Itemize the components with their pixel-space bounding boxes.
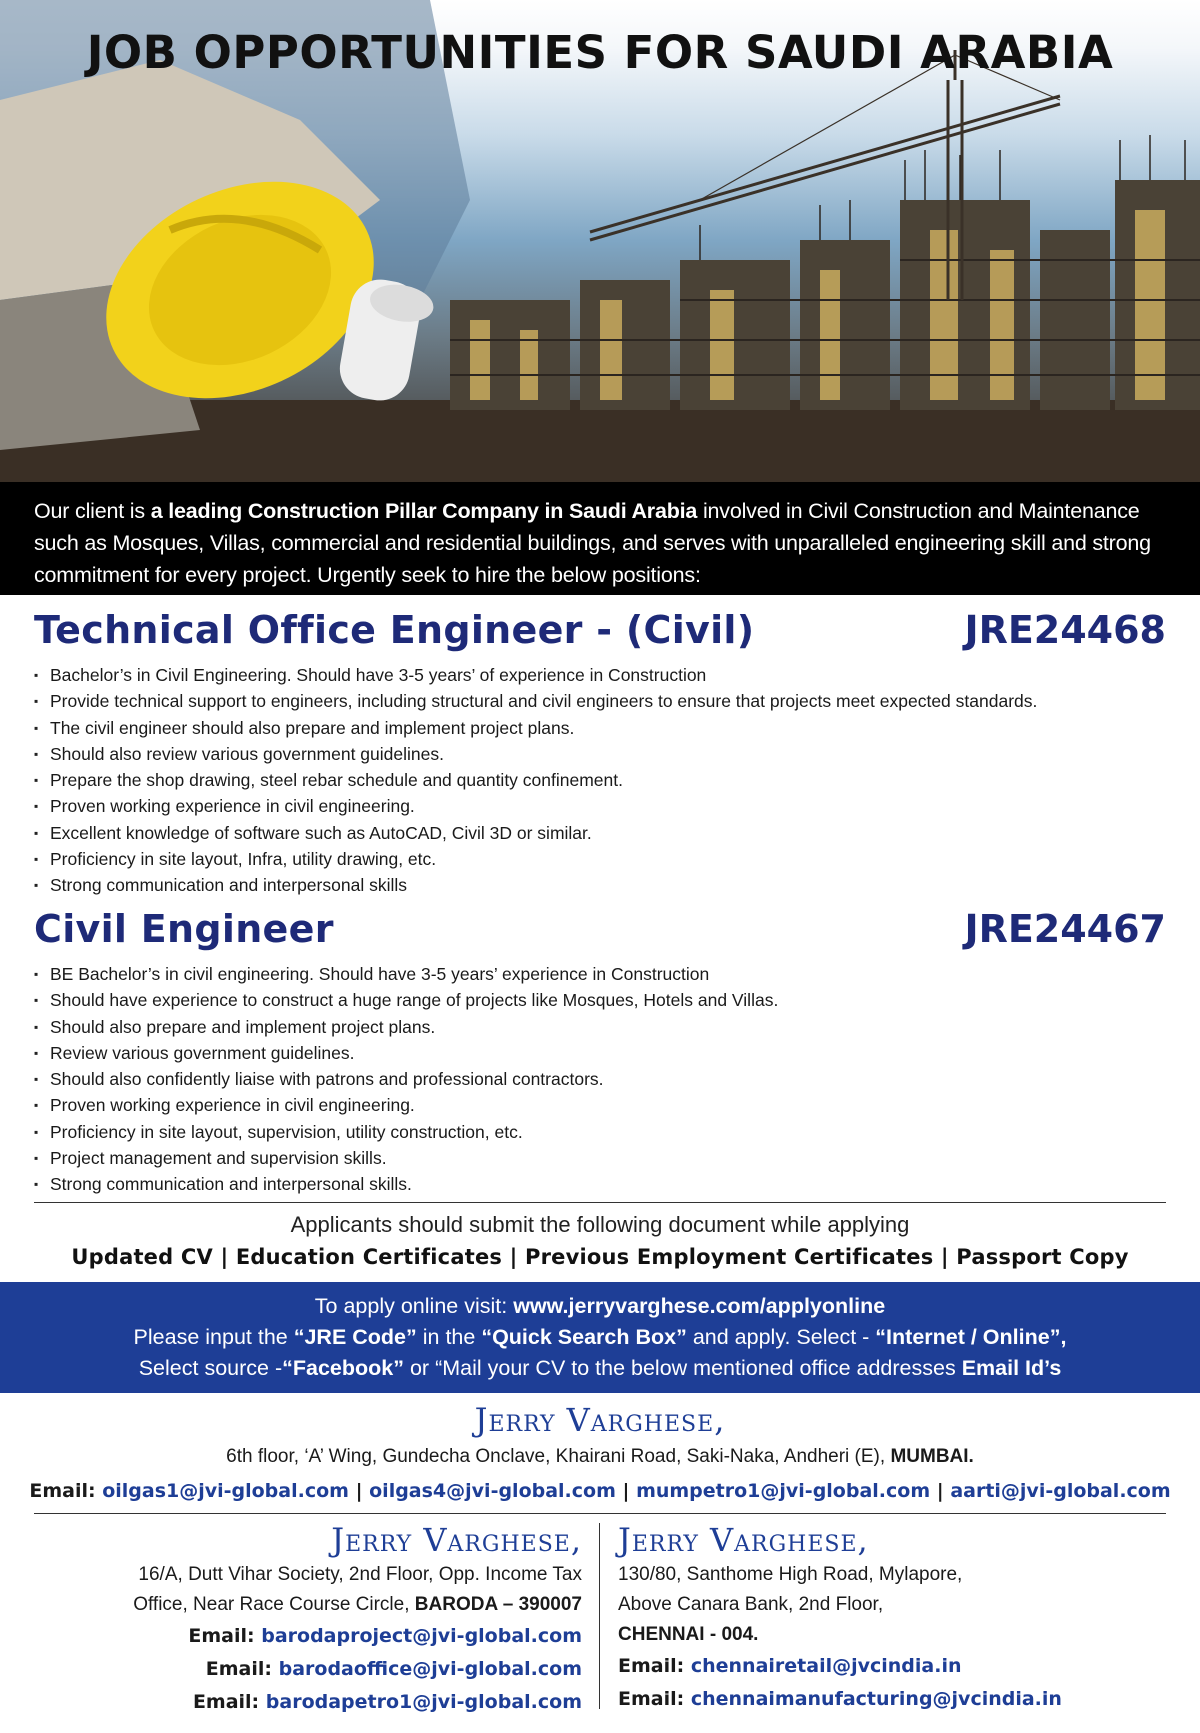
apply-text: and apply. Select - (686, 1325, 876, 1349)
job-section-technical-office (34, 608, 1166, 899)
intro-bold: a leading Construction Pillar Company in Saudi Arabia (150, 499, 698, 523)
apply-quick-search: “Quick Search Box” (481, 1325, 687, 1349)
office-address-line (34, 1590, 582, 1620)
email-label: Email: (192, 1691, 266, 1713)
list-item: ▪ Proficiency in site layout, Infra, utility drawing, etc. (34, 846, 1166, 872)
documents-list: Updated CV | Education Certificates | Previous Employment Certificates | Passport Copy (71, 1245, 1129, 1269)
email-label: Email: (188, 1625, 262, 1647)
office-chennai (618, 1520, 1166, 1716)
job-section-civil-engineer (34, 907, 1166, 1198)
office-address-line: Above Canara Bank, 2nd Floor, (618, 1594, 884, 1615)
list-item: ▪ Proven working experience in civil engineering. (34, 1092, 1166, 1118)
email-link[interactable]: chennairetail@jvcindia.in (690, 1655, 962, 1677)
list-item: ▪ Strong communication and interpersonal skills (34, 872, 1166, 898)
separator: | (930, 1480, 951, 1502)
office-address (0, 1440, 1200, 1474)
office-baroda (34, 1520, 582, 1719)
list-item: ▪ Bachelor’s in Civil Engineering. Should have 3-5 years’ of experience in Construction (34, 662, 1166, 688)
list-item: ▪ Should also prepare and implement project plans. (34, 1014, 1166, 1040)
divider (34, 1202, 1166, 1203)
intro-lead: Our client is (34, 499, 151, 523)
job-requirements-list (34, 961, 1166, 1198)
job-requirements-list (34, 662, 1166, 899)
email-line (618, 1683, 1166, 1716)
office-address-line: 16/A, Dutt Vihar Society, 2nd Floor, Opp. Income Tax (138, 1564, 582, 1585)
list-item: ▪ Should have experience to construct a huge range of projects like Mosques, Hotels and Villas. (34, 987, 1166, 1013)
apply-instructions-band (0, 1282, 1200, 1393)
apply-url-link[interactable]: www.jerryvarghese.com/applyonline (513, 1294, 886, 1318)
address-text: 6th floor, ‘A’ Wing, Gundecha Onclave, Khairani Road, Saki-Naka, Andheri (E), (226, 1446, 891, 1467)
list-item: ▪ Should also review various government guidelines. (34, 741, 1166, 767)
list-item: ▪ Excellent knowledge of software such as AutoCAD, Civil 3D or similar. (34, 820, 1166, 846)
documents-required (0, 1210, 1200, 1274)
job-code: JRE24468 (964, 608, 1166, 652)
email-link[interactable]: barodapetro1@jvi-global.com (265, 1691, 582, 1713)
page-title: JOB OPPORTUNITIES FOR SAUDI ARABIA (86, 26, 1114, 79)
apply-text: Please input the (133, 1325, 294, 1349)
apply-text: in the (416, 1325, 482, 1349)
email-link[interactable]: aarti@jvi-global.com (950, 1480, 1171, 1502)
address-city: BARODA – 390007 (414, 1594, 582, 1615)
list-item: ▪ BE Bachelor’s in civil engineering. Should have 3-5 years’ experience in Construction (34, 961, 1166, 987)
list-item: ▪ Review various government guidelines. (34, 1040, 1166, 1066)
intro-band (0, 482, 1200, 595)
email-link[interactable]: chennaimanufacturing@jvcindia.in (690, 1688, 1062, 1710)
email-line (34, 1620, 582, 1653)
company-brand: Jerry Varghese, (331, 1521, 582, 1559)
documents-intro: Applicants should submit the following document while applying (290, 1212, 910, 1237)
apply-text: or “Mail your CV to the below mentioned office addresses (404, 1356, 962, 1380)
email-line (34, 1653, 582, 1686)
office-address-city: CHENNAI - 004. (618, 1624, 759, 1645)
job-title: Civil Engineer (34, 907, 334, 951)
list-item: ▪ The civil engineer should also prepare and implement project plans. (34, 715, 1166, 741)
email-label: Email: (618, 1655, 691, 1677)
email-line (0, 1474, 1200, 1508)
email-link[interactable]: mumpetro1@jvi-global.com (636, 1480, 931, 1502)
email-label: Email: (29, 1480, 103, 1502)
company-brand: Jerry Varghese, (474, 1401, 726, 1439)
list-item: ▪ Provide technical support to engineers, including structural and civil engineers to ensure that projects meet expected standards. (34, 688, 1166, 714)
apply-visit-label: To apply online visit: (314, 1294, 514, 1318)
office-address-line: 130/80, Santhome High Road, Mylapore, (618, 1564, 963, 1585)
separator: | (348, 1480, 370, 1502)
job-title: Technical Office Engineer - (Civil) (34, 608, 755, 652)
company-brand: Jerry Varghese, (618, 1521, 869, 1559)
vertical-divider (599, 1523, 600, 1709)
list-item: ▪ Should also confidently liaise with patrons and professional contractors. (34, 1066, 1166, 1092)
divider (34, 1513, 1166, 1514)
apply-internet-online: “Internet / Online”, (875, 1325, 1067, 1349)
email-link[interactable]: barodaproject@jvi-global.com (261, 1625, 582, 1647)
address-city: MUMBAI. (890, 1446, 974, 1467)
address-text: Office, Near Race Course Circle, (133, 1594, 415, 1615)
email-line (618, 1650, 1166, 1683)
job-code: JRE24467 (964, 907, 1166, 951)
hero-banner (0, 0, 1200, 482)
apply-text: Select source - (138, 1356, 283, 1380)
email-line (34, 1686, 582, 1719)
apply-email-ids: Email Id’s (961, 1356, 1062, 1380)
office-mumbai (0, 1400, 1200, 1508)
list-item: ▪ Proficiency in site layout, supervision, utility construction, etc. (34, 1119, 1166, 1145)
list-item: ▪ Strong communication and interpersonal skills. (34, 1171, 1166, 1197)
list-item: ▪ Proven working experience in civil engineering. (34, 793, 1166, 819)
email-label: Email: (205, 1658, 279, 1680)
apply-jre-code: “JRE Code” (293, 1325, 417, 1349)
list-item: ▪ Project management and supervision skills. (34, 1145, 1166, 1171)
email-link[interactable]: barodaoffice@jvi-global.com (278, 1658, 582, 1680)
separator: | (615, 1480, 637, 1502)
email-link[interactable]: oilgas1@jvi-global.com (102, 1480, 349, 1502)
apply-facebook: “Facebook” (282, 1356, 404, 1380)
email-link[interactable]: oilgas4@jvi-global.com (369, 1480, 616, 1502)
email-label: Email: (618, 1688, 691, 1710)
intro-rest: involved in Civil Construction and Maintenance such as Mosques, Villas, commercial and residential buildings, and serves with unparalleled engineering skill and strong commitment for every project. Urgently seek to hire the below positions: (34, 499, 1151, 587)
list-item: ▪ Prepare the shop drawing, steel rebar schedule and quantity confinement. (34, 767, 1166, 793)
